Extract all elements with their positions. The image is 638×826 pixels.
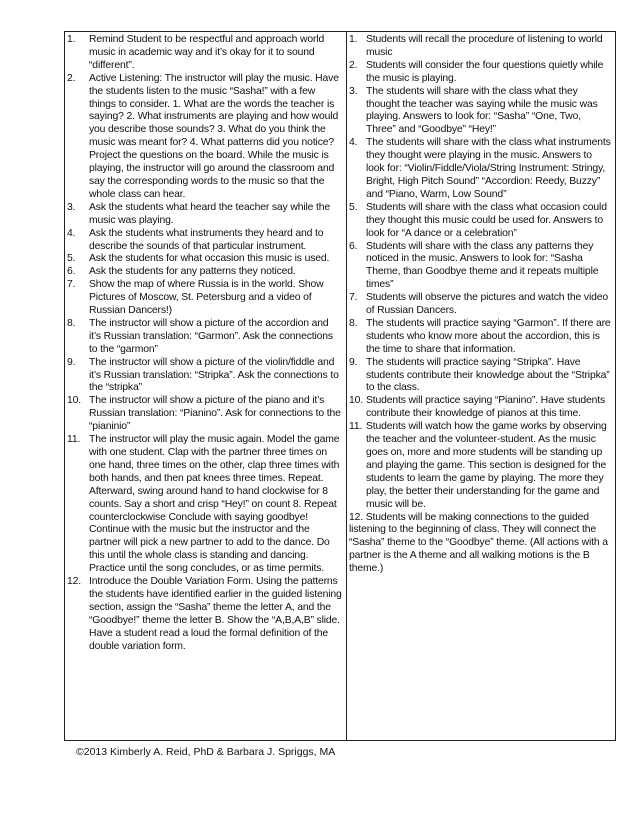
teacher-step-4 [67, 228, 346, 254]
item-text: Ask the students what heard the teacher say while the music was playing. [89, 201, 330, 226]
student-outcome-10 [349, 395, 615, 421]
teacher-step-5 [67, 253, 346, 266]
item-number: 9. [349, 356, 358, 368]
item-text: Students will consider the four questions quietly while the music is playing. [366, 59, 604, 84]
item-text: Students will share with the class what occasion could they thought this music could be used for. Answers to look for “A dance or a celebration” [366, 201, 607, 239]
item-number: 3. [349, 85, 358, 97]
student-outcome-7 [349, 292, 615, 318]
item-number: 6. [67, 266, 76, 278]
item-number: 2. [349, 59, 358, 71]
item-number: 7. [67, 279, 76, 291]
item-number: 10. [349, 395, 363, 407]
teacher-procedure-list [67, 34, 346, 654]
item-number: 11. [349, 421, 363, 433]
item-text: Students will share with the class any patterns they noticed in the music. Answers to look for: “Sasha Theme, than Goodbye theme and it repeats multiple times” [366, 240, 599, 291]
teacher-step-1 [67, 34, 346, 73]
student-outcome-6 [349, 241, 615, 293]
lesson-table [64, 31, 616, 741]
student-outcome-4 [349, 137, 615, 202]
item-number: 10. [67, 395, 81, 407]
teacher-step-11 [67, 434, 346, 576]
item-number: 3. [67, 201, 76, 213]
item-text: The students will share with the class what they thought the teacher was saying while the music was playing. Answers to look for: “Sasha” “One, Two, Three” and “Goodbye” “Hey!” [366, 85, 598, 136]
teacher-step-3 [67, 202, 346, 228]
item-text: Ask the students for what occasion this music is used. [89, 253, 330, 265]
item-number: 2. [67, 72, 76, 84]
item-number: 1. [67, 34, 76, 45]
item-number: 6. [349, 240, 358, 252]
student-outcome-11 [349, 421, 615, 511]
teacher-step-9 [67, 357, 346, 396]
item-number: 7. [349, 292, 358, 304]
student-outcome-12: 12. Students will be making connections to the guided listening to the beginning of class. They will connect the “Sasha” theme to the “Goodbye” theme. (All actions with a partner is the A theme and all walking motions is the B theme.) [349, 511, 608, 575]
teacher-step-10 [67, 395, 346, 434]
item-text: The students will share with the class what instruments they thought were playing in the music. Answers to look for: “Violin/Fiddle/Viola/String Instrument: Stringy, Bright, High Pitch Sound” “Accordion: Reedy, Buzzy” and “Piano, Warm, Low Sound” [366, 137, 611, 200]
item-text: The instructor will show a picture of the violin/fiddle and it’s Russian translation: “Stripka”. Ask the connections to the “stripka” [89, 356, 339, 394]
item-text: Ask the students for any patterns they noticed. [89, 266, 296, 278]
student-outcome-5 [349, 202, 615, 241]
item-number: 1. [349, 34, 358, 45]
teacher-step-8 [67, 318, 346, 357]
student-outcomes-column [347, 32, 615, 740]
student-outcome-2 [349, 60, 615, 86]
item-text: Ask the students what instruments they heard and to describe the sounds of that particular instrument. [89, 227, 324, 252]
item-number: 12. [67, 576, 81, 588]
item-number: 9. [67, 356, 76, 368]
item-text: Students will watch how the game works by observing the teacher and the volunteer-student. As the music goes on, more and more students will be standing up and playing the game. This section is designed for the students to learn the game by playing. The more they play, the better their understanding for the game and music will be. [366, 421, 607, 510]
teacher-procedure-column [65, 32, 347, 740]
teacher-step-7 [67, 279, 346, 318]
item-text: Students will observe the pictures and watch the video of Russian Dancers. [366, 292, 608, 317]
item-number: 8. [67, 317, 76, 329]
item-number: 4. [67, 227, 76, 239]
student-outcome-1 [349, 34, 615, 60]
copyright-footer: ©2013 Kimberly A. Reid, PhD & Barbara J. Spriggs, MA [76, 746, 336, 758]
teacher-step-2 [67, 73, 346, 202]
item-number: 5. [67, 253, 76, 265]
item-text: The instructor will show a picture of the piano and it’s Russian translation: “Pianino”. Ask for connections to the “pianinio” [89, 395, 341, 433]
item-text: The instructor will play the music again. Model the game with one student. Clap with the partner three times on one hand, three times on the other, clap three times with both hands, and then pat knees three times. Repeat. Afterward, swing around hand to hand clockwise for 8 counts. Say a short and crisp “Hey!” on count 8. Repeat counterclockwise Conclude with saying goodbye! Continue with the music but the instructor and the partner will pick a new partner to add to the dance. Do this until the whole class is standing and dancing. Practice until the song concludes, or as time permits. [89, 434, 340, 575]
student-outcome-9 [349, 357, 615, 396]
item-text: Active Listening: The instructor will play the music. Have the students listen to the music “Sasha!” with a few things to consider. 1. What are the words the teacher is saying? 2. What instruments are playing and how would you describe those sounds? 3. What do you think the music was meant for? 4. What patterns did you notice? Project the questions on the board. While the music is playing, the instructor will go around the classroom and say the corresponding words to the music so that the whole class can hear. [89, 72, 339, 200]
teacher-step-12 [67, 576, 346, 653]
item-number: 8. [349, 317, 358, 329]
item-text: Remind Student to be respectful and approach world music in academic way and it’s okay for it to sound “different”. [89, 34, 325, 71]
item-text: Show the map of where Russia is in the world. Show Pictures of Moscow, St. Petersburg and a video of Russian Dancers!) [89, 279, 324, 317]
item-text: The students will practice saying “Garmon”. If there are students who know more about the accordion, this is the time to share that information. [366, 317, 611, 355]
item-text: The instructor will show a picture of the accordion and it’s Russian translation: “Garmon”. Ask the connections to the “garmon” [89, 317, 333, 355]
item-number: 5. [349, 201, 358, 213]
item-text: The students will practice saying “Stripka”. Have students contribute their knowledge about the “Stripka” to the class. [366, 356, 610, 394]
teacher-step-6 [67, 266, 346, 279]
student-outcomes-list [349, 34, 615, 512]
item-text: Introduce the Double Variation Form. Using the patterns the students have identified earlier in the guided listening section, assign the “Sasha” theme the letter A, and the “Goodbye!” theme the letter B. Show the “A,B,A,B” slide. Have a student read a loud the formal definition of the double variation form. [89, 576, 342, 652]
item-text: Students will recall the procedure of listening to world music [366, 34, 603, 58]
student-outcome-8 [349, 318, 615, 357]
item-text: Students will practice saying “Pianino”. Have students contribute their knowledge of pianos at this time. [366, 395, 606, 420]
item-number: 4. [349, 137, 358, 149]
item-number: 11. [67, 434, 81, 446]
student-outcome-3 [349, 86, 615, 138]
